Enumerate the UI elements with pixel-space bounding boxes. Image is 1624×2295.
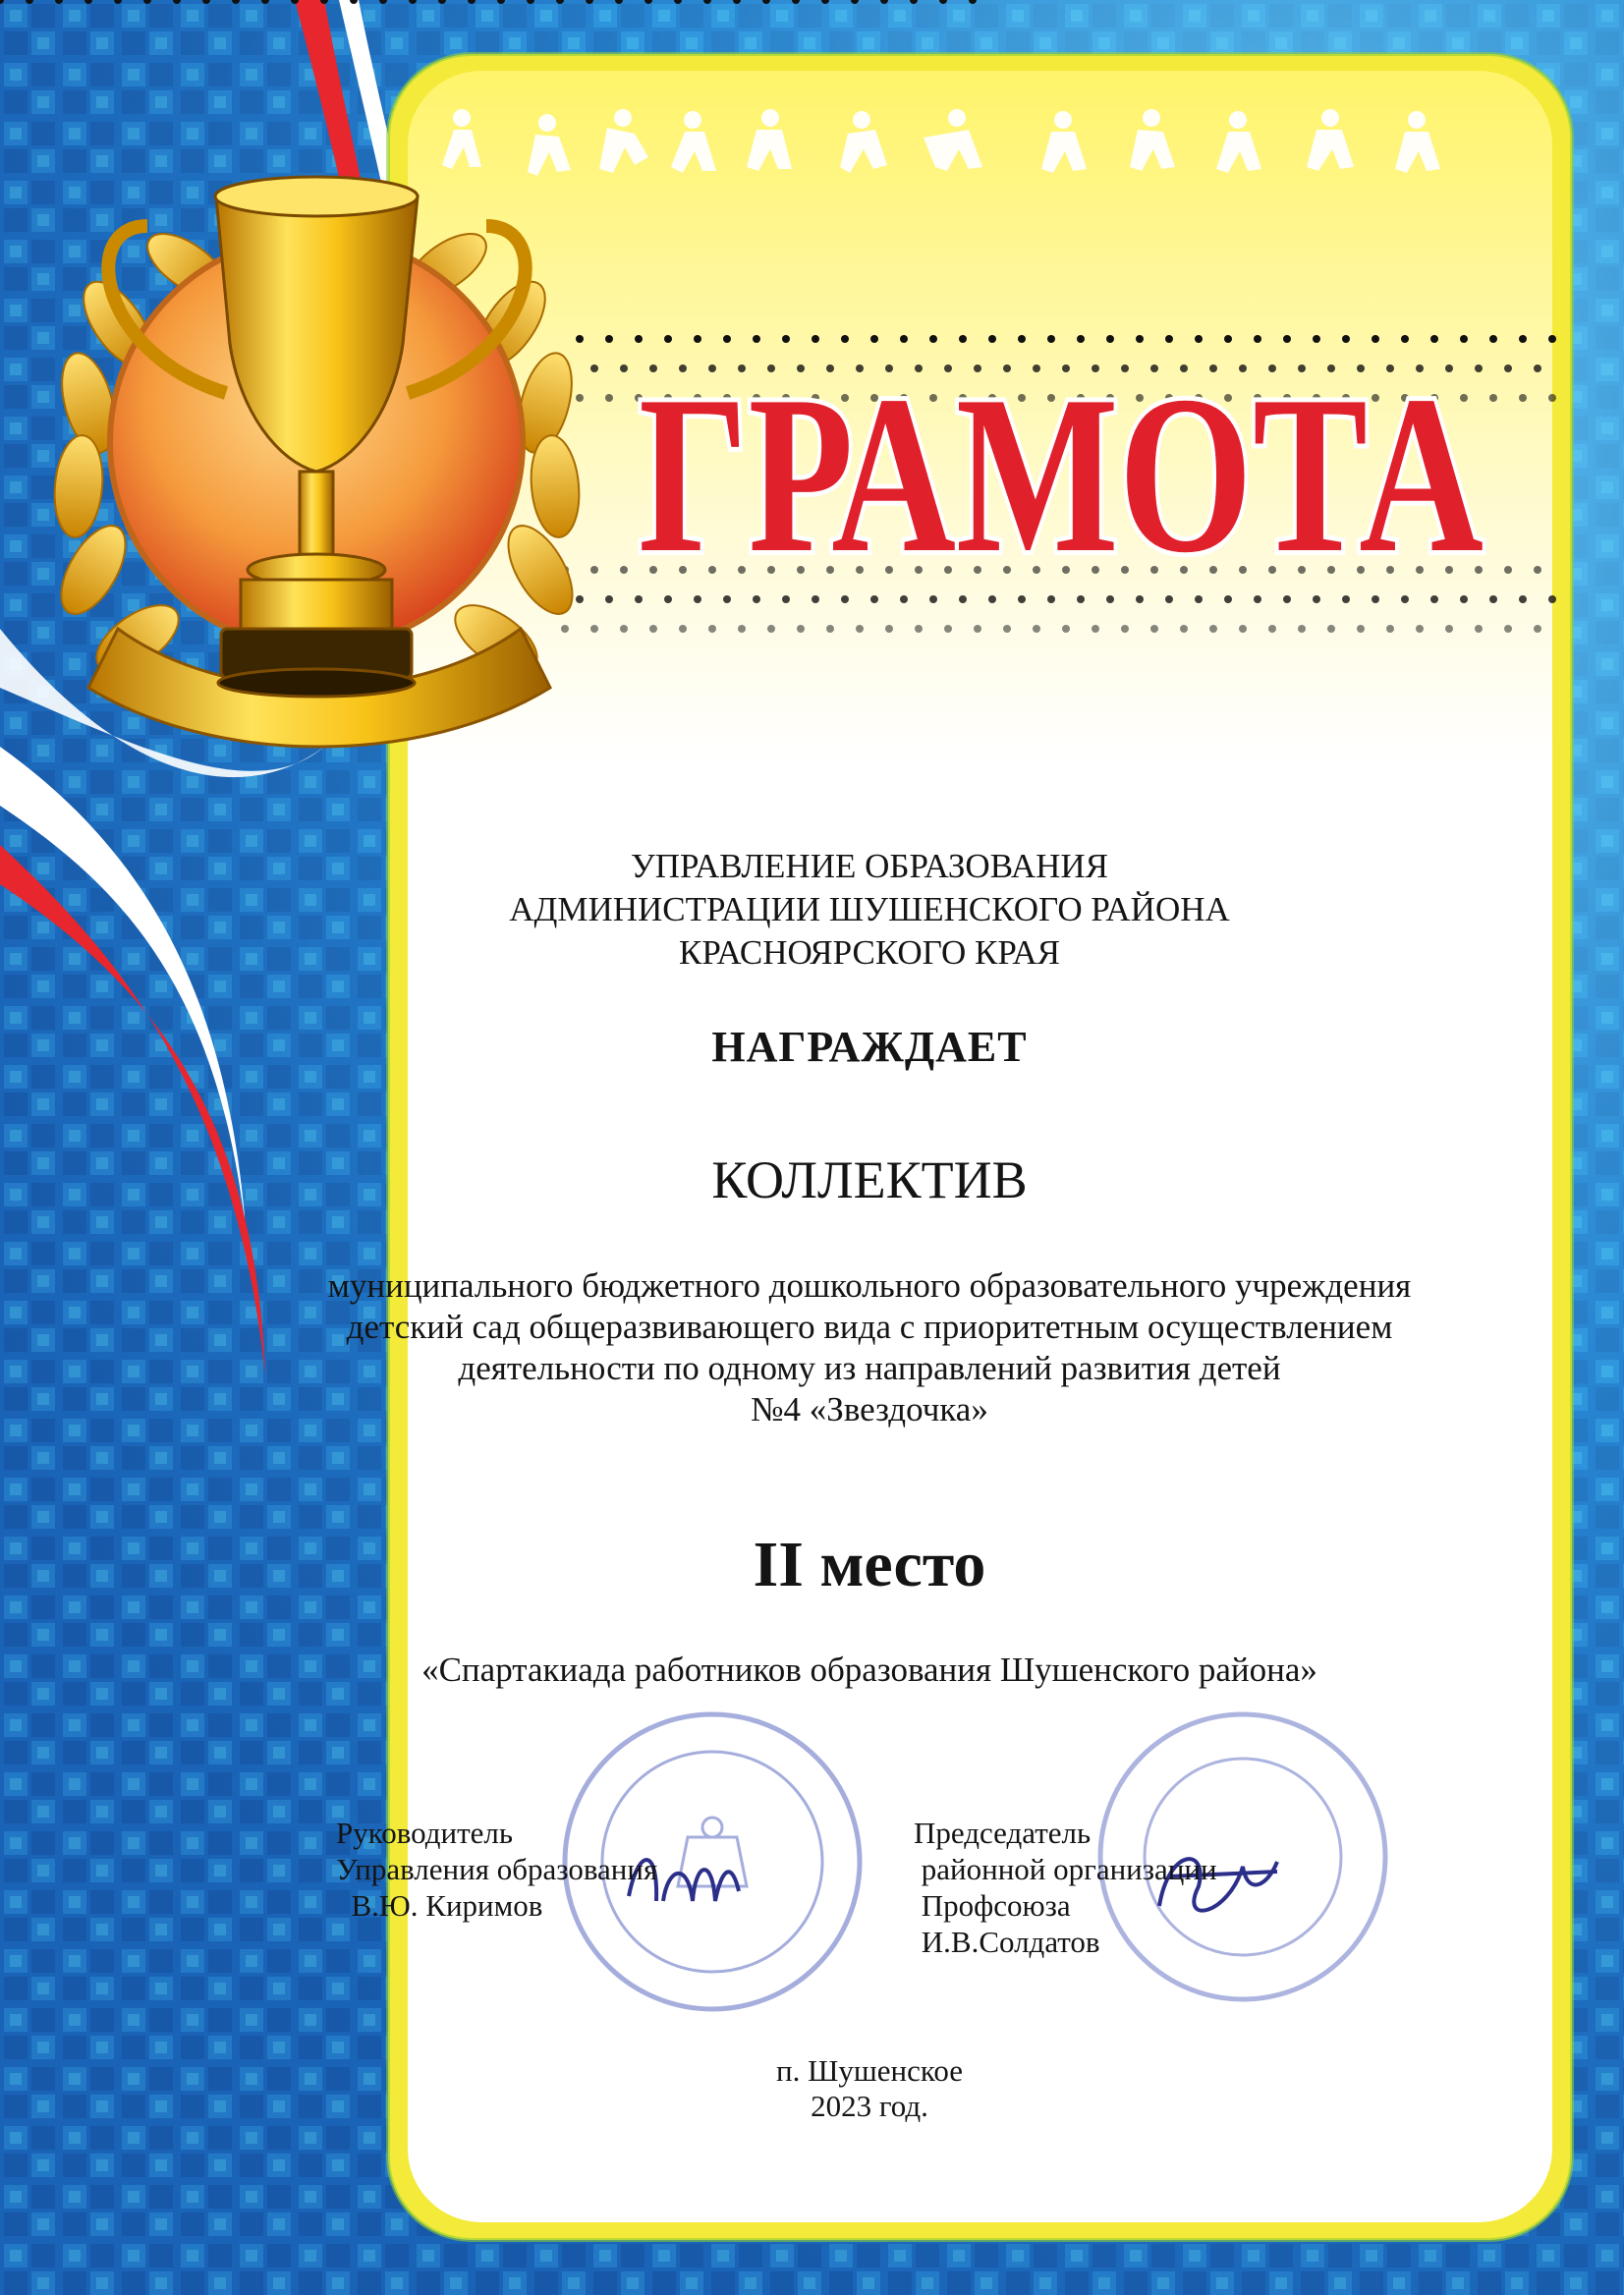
award-place: II место xyxy=(753,1529,986,1600)
signatory-left xyxy=(336,1815,657,1924)
issuing-organization xyxy=(432,845,1307,975)
institution-line-2: детский сад общеразвивающего вида с приоритетным осуществлением xyxy=(346,1308,1393,1346)
signatory-left-line-3: В.Ю. Киримов xyxy=(336,1888,543,1923)
signatory-left-line-2: Управления образования xyxy=(336,1852,658,1886)
place-and-year xyxy=(531,2053,1208,2124)
certificate-title: ГРАМОТА xyxy=(639,354,1484,589)
city: п. Шушенское xyxy=(776,2053,963,2088)
signatory-right xyxy=(914,1815,1217,1960)
awards-heading: НАГРАЖДАЕТ xyxy=(711,1023,1028,1071)
certificate-title-graphic xyxy=(629,354,1493,589)
signatory-right-line-2: районной организации xyxy=(914,1852,1217,1886)
year: 2023 год. xyxy=(811,2089,928,2123)
institution-line-4: №4 «Звездочка» xyxy=(751,1390,988,1428)
org-line-1: УПРАВЛЕНИЕ ОБРАЗОВАНИЯ xyxy=(630,847,1109,885)
event-name: «Спартакиада работников образования Шушенского района» xyxy=(421,1651,1317,1689)
signatory-right-line-3: Профсоюза xyxy=(914,1888,1071,1923)
institution-name xyxy=(196,1265,1542,1430)
institution-line-1: муниципального бюджетного дошкольного образовательного учреждения xyxy=(327,1266,1412,1305)
signatory-right-line-1: Председатель xyxy=(914,1816,1092,1850)
org-line-2: АДМИНИСТРАЦИИ ШУШЕНСКОГО РАЙОНА xyxy=(509,890,1230,928)
institution-line-3: деятельности по одному из направлений развития детей xyxy=(458,1349,1281,1387)
org-line-3: КРАСНОЯРСКОГО КРАЯ xyxy=(679,933,1060,972)
signatory-left-line-1: Руководитель xyxy=(336,1816,514,1850)
recipient-type: КОЛЛЕКТИВ xyxy=(711,1150,1028,1209)
signatory-right-line-4: И.В.Солдатов xyxy=(914,1925,1100,1959)
